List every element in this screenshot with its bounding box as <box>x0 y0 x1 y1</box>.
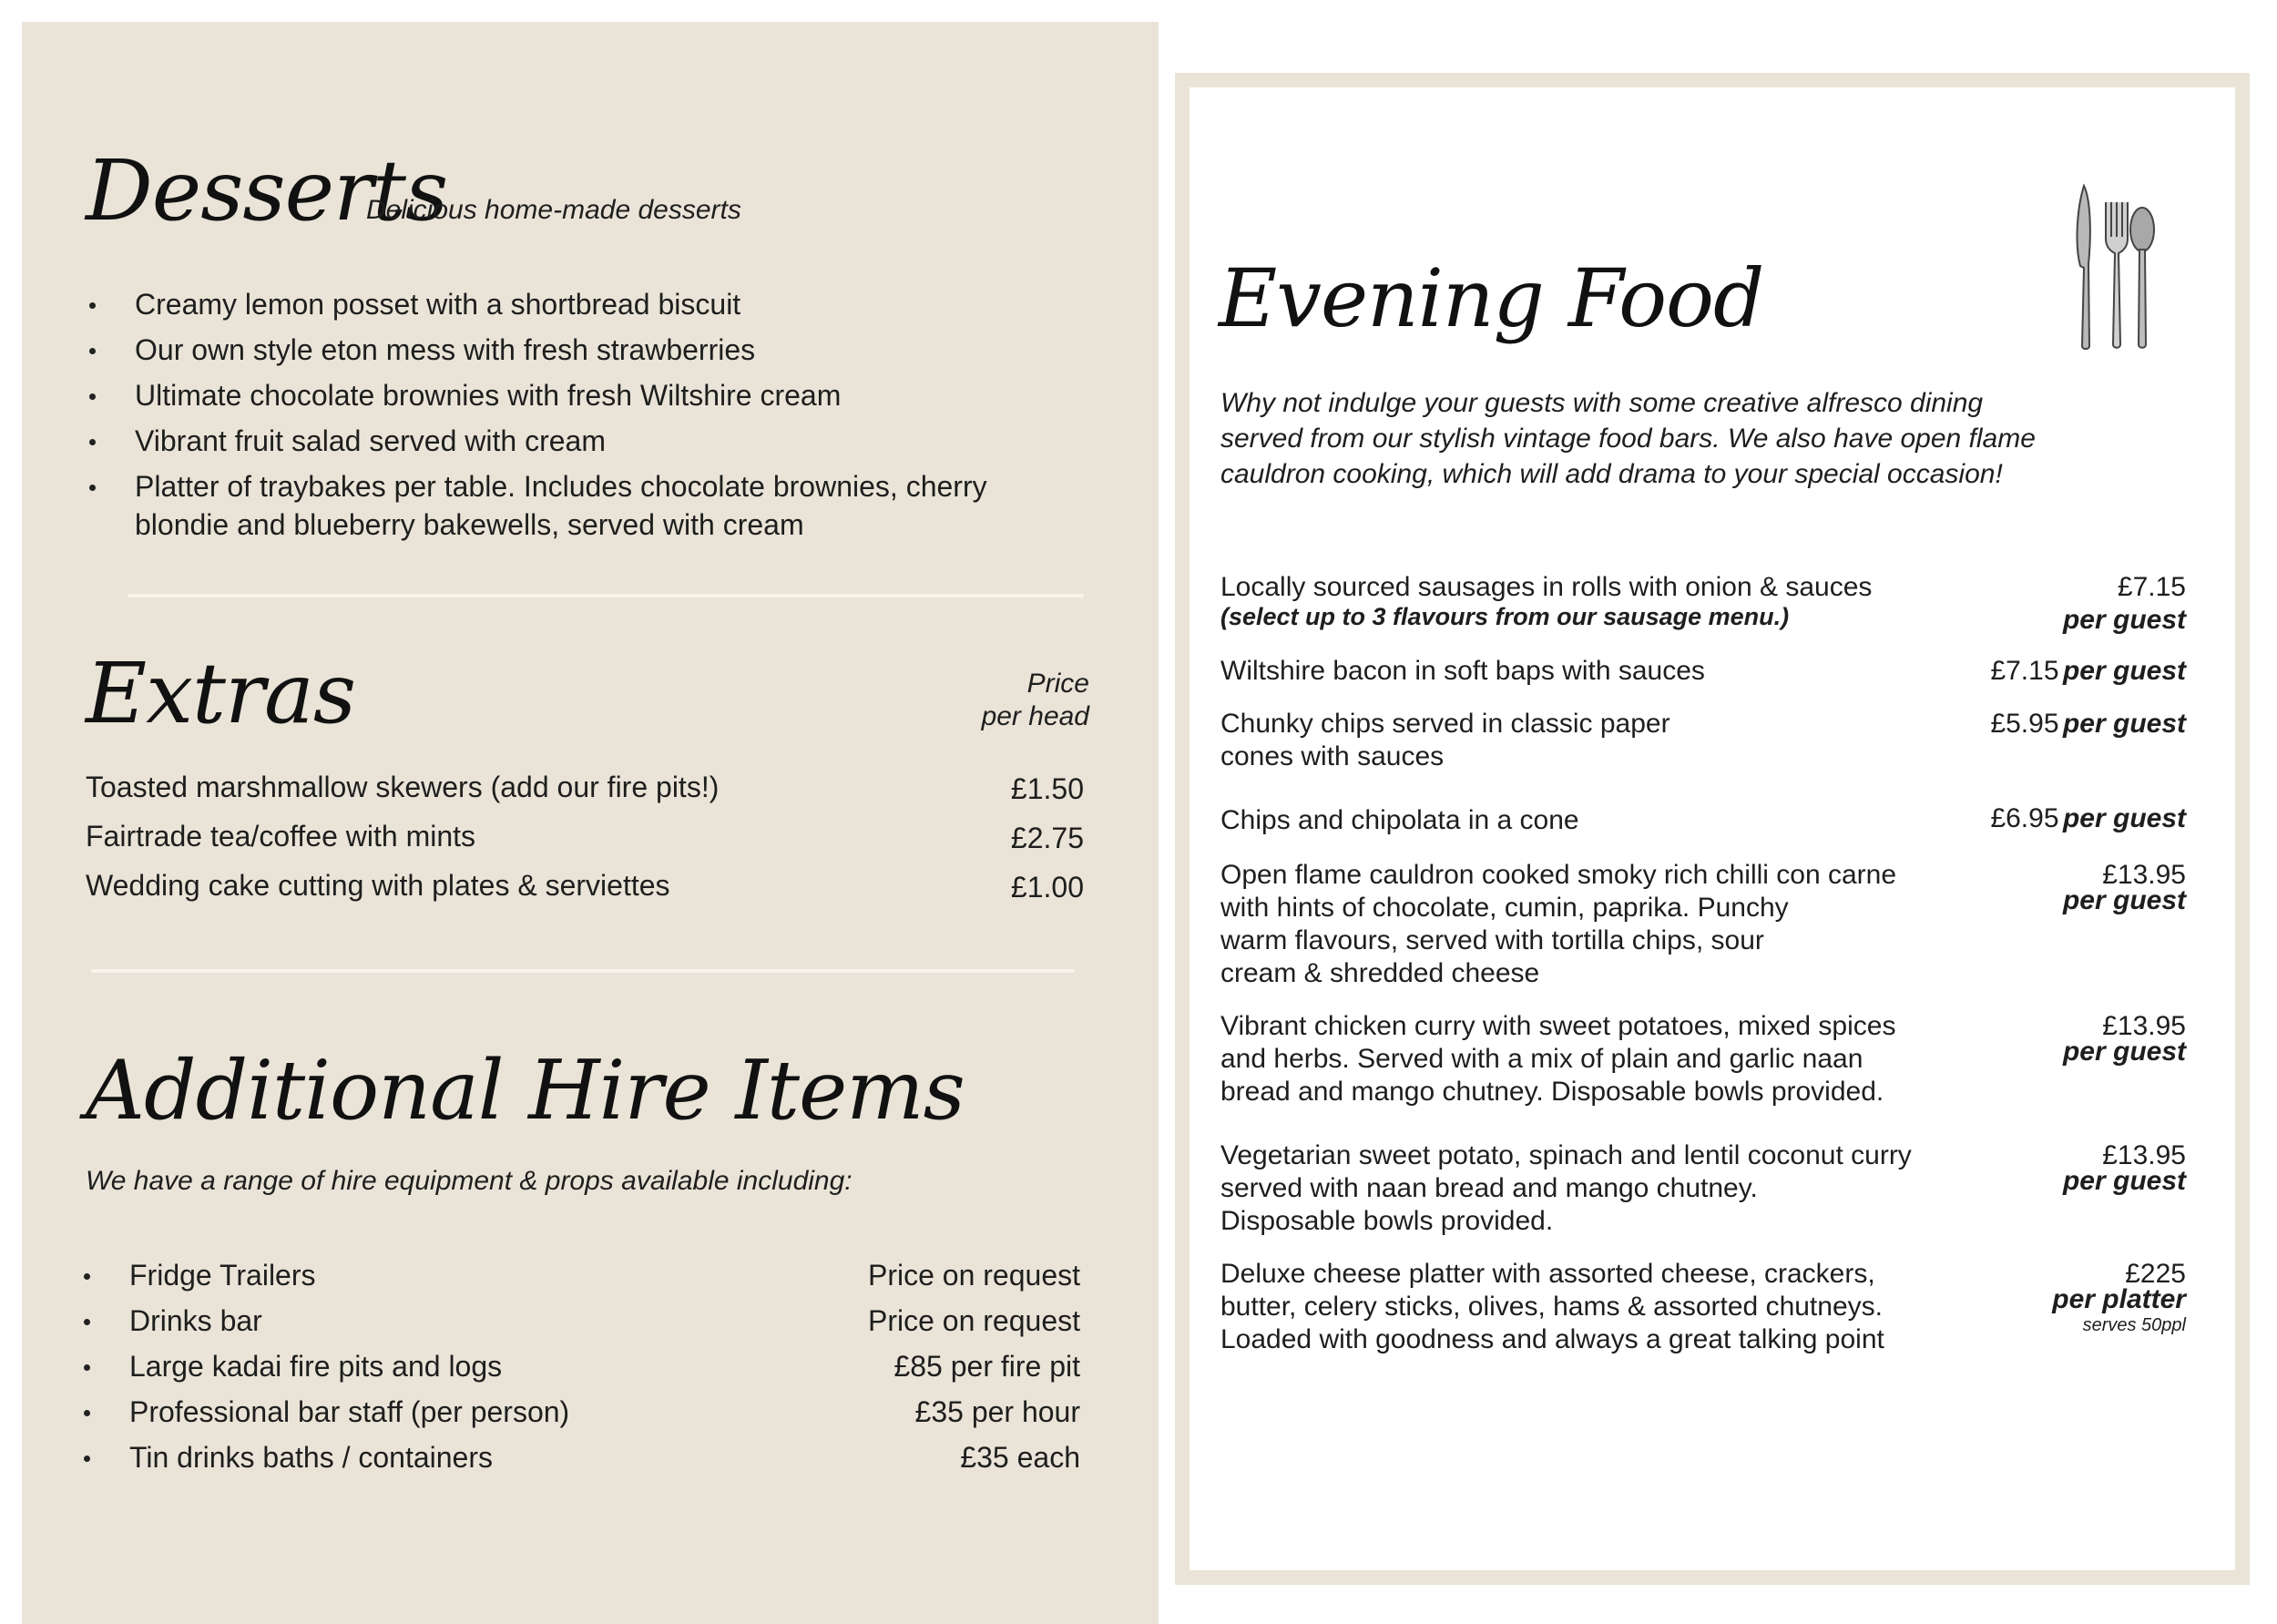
hire-intro: We have a range of hire equipment & props available including: <box>86 1166 853 1196</box>
bullet <box>84 1319 90 1325</box>
desserts-subtitle: Delicious home-made desserts <box>366 195 741 225</box>
menu-item-price: £5.95 <box>1990 709 2059 739</box>
hire-title: Additional Hire Items <box>86 1043 965 1139</box>
menu-item-price: £6.95 <box>1990 803 2059 833</box>
hire-item-price: £35 per hour <box>914 1395 1080 1428</box>
menu-item-price: £13.95 <box>2102 1140 2186 1170</box>
menu-item-line: and herbs. Served with a mix of plain and garlic naan <box>1220 1044 1863 1074</box>
extras-item-name: Toasted marshmallow skewers (add our fire pits!) <box>86 771 720 803</box>
divider <box>128 594 1084 598</box>
bullet <box>89 439 96 445</box>
menu-item-unit: per guest <box>2062 1166 2186 1196</box>
hire-item-price: Price on request <box>867 1259 1080 1292</box>
desserts-title: Desserts <box>86 142 448 240</box>
bullet <box>89 302 96 309</box>
intro-line: served from our stylish vintage food bars. We also have open flame <box>1220 424 2036 454</box>
extras-item-price: £2.75 <box>1010 822 1084 854</box>
menu-item-unit: per guest <box>2062 709 2186 739</box>
menu-item-line: cream & shredded cheese <box>1220 958 1540 988</box>
bullet <box>89 393 96 400</box>
price-header-line2: per head <box>981 701 1089 731</box>
bullet <box>89 485 96 491</box>
menu-item-price: £225 <box>2125 1259 2186 1289</box>
menu-item-note: (select up to 3 flavours from our sausage menu.) <box>1220 603 1790 630</box>
list-item: Creamy lemon posset with a shortbread biscuit <box>135 288 741 321</box>
menu-item-price-row <box>1876 709 2186 740</box>
menu-item-price-row <box>1876 656 2186 687</box>
bullet <box>84 1364 90 1371</box>
extras-item-price: £1.00 <box>1010 871 1084 904</box>
menu-item-line: Loaded with goodness and always a great talking point <box>1220 1324 1884 1354</box>
menu-item-line: served with naan bread and mango chutney. <box>1220 1173 1758 1203</box>
menu-item-unit: per guest <box>2062 656 2186 686</box>
extras-title: Extras <box>86 645 356 742</box>
menu-item-price: £7.15 <box>1990 656 2059 686</box>
menu-item-line: Vegetarian sweet potato, spinach and lentil coconut curry <box>1220 1140 1912 1170</box>
hire-item-price: £35 each <box>960 1441 1080 1474</box>
menu-item-line: cones with sauces <box>1220 741 1445 771</box>
menu-item-price: £7.15 <box>2117 572 2186 602</box>
bullet <box>84 1410 90 1416</box>
menu-item-line: Disposable bowls provided. <box>1220 1206 1554 1236</box>
cutlery-icon <box>2073 182 2157 352</box>
hire-item-price: £85 per fire pit <box>893 1350 1080 1383</box>
menu-item-line: Open flame cauldron cooked smoky rich chilli con carne <box>1220 860 1897 890</box>
hire-item-name: Drinks bar <box>129 1304 262 1337</box>
menu-item-line: Chunky chips served in classic paper <box>1220 709 1670 739</box>
menu-item-note: serves 50ppl <box>2082 1315 2186 1335</box>
menu-item-line: Chips and chipolata in a cone <box>1220 805 1579 835</box>
menu-item-price: £13.95 <box>2102 860 2186 890</box>
hire-item-name: Fridge Trailers <box>129 1259 316 1292</box>
hire-item-price: Price on request <box>867 1304 1080 1337</box>
menu-item-line: Deluxe cheese platter with assorted cheese, crackers, <box>1220 1259 1875 1289</box>
divider <box>91 969 1075 973</box>
menu-item-line: Locally sourced sausages in rolls with onion & sauces <box>1220 572 1873 602</box>
menu-item-line: butter, celery sticks, olives, hams & assorted chutneys. <box>1220 1292 1883 1322</box>
menu-item-line: Vibrant chicken curry with sweet potatoes, mixed spices <box>1220 1011 1896 1041</box>
bullet <box>84 1455 90 1462</box>
menu-item-unit: per platter <box>2052 1284 2186 1314</box>
hire-item-name: Professional bar staff (per person) <box>129 1395 570 1428</box>
hire-item-name: Tin drinks baths / containers <box>129 1441 493 1474</box>
menu-item-unit: per guest <box>2062 885 2186 915</box>
menu-item-unit: per guest <box>2062 803 2186 833</box>
menu-item-line: Wiltshire bacon in soft baps with sauces <box>1220 656 1705 686</box>
menu-item-unit: per guest <box>2062 1037 2186 1067</box>
list-item: Platter of traybakes per table. Includes chocolate brownies, cherry <box>135 470 987 503</box>
list-item: Ultimate chocolate brownies with fresh Wiltshire cream <box>135 379 842 412</box>
list-item: Our own style eton mess with fresh strawberries <box>135 333 756 366</box>
menu-item-line: with hints of chocolate, cumin, paprika. Punchy <box>1220 893 1789 923</box>
intro-line: cauldron cooking, which will add drama to your special occasion! <box>1220 459 2003 489</box>
price-header-line1: Price <box>1026 669 1089 699</box>
list-item-continued: blondie and blueberry bakewells, served with cream <box>135 508 804 541</box>
list-item: Vibrant fruit salad served with cream <box>135 424 606 457</box>
evening-title: Evening Food <box>1219 251 1764 345</box>
extras-item-name: Fairtrade tea/coffee with mints <box>86 820 476 853</box>
menu-item-unit: per guest <box>2062 605 2186 635</box>
intro-line: Why not indulge your guests with some creative alfresco dining <box>1220 388 1984 418</box>
menu-item-price: £13.95 <box>2102 1011 2186 1041</box>
hire-item-name: Large kadai fire pits and logs <box>129 1350 503 1383</box>
bullet <box>84 1273 90 1280</box>
extras-item-name: Wedding cake cutting with plates & serviettes <box>86 869 670 902</box>
extras-item-price: £1.50 <box>1010 772 1084 805</box>
menu-item-price-row <box>1876 803 2186 834</box>
menu-item-line: bread and mango chutney. Disposable bowls provided. <box>1220 1077 1884 1107</box>
bullet <box>89 348 96 354</box>
menu-item-line: warm flavours, served with tortilla chips, sour <box>1220 925 1764 955</box>
